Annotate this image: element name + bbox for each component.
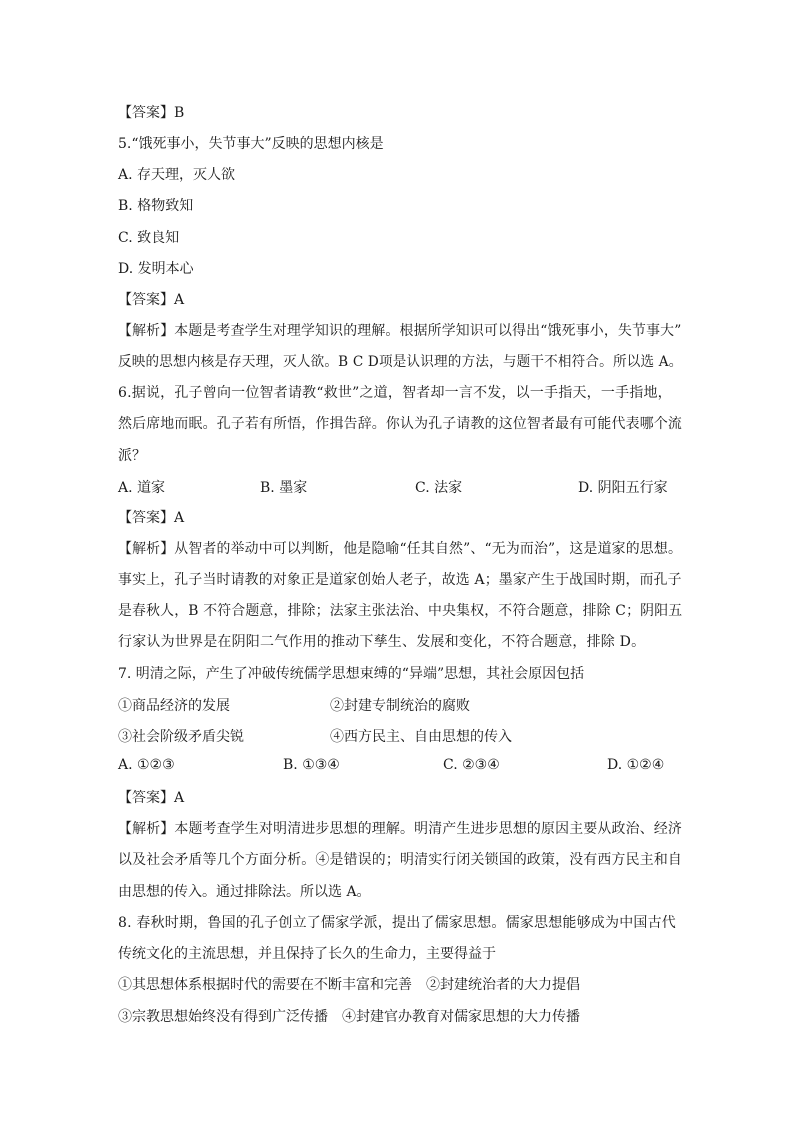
explanation-q7-line3: 由思想的传入。通过排除法。所以选 A。 [118,884,371,900]
q7-item-1: ①商品经济的发展 [118,698,230,714]
question-6-line1: 6.据说，孔子曾向一位智者请教“救世”之道，智者却一言不发，以一手指天，一手指地， [118,385,672,401]
answer-q6: 【答案】A [118,510,185,526]
q7-option-a: A. ①②③ [118,757,175,773]
q6-option-d: D. 阴阳五行家 [578,480,668,496]
question-8-line2: 传统文化的主流思想，并且保持了长久的生命力，主要得益于 [118,946,496,962]
answer-q7: 【答案】A [118,790,185,806]
explanation-q5-line1: 【解析】本题是考查学生对理学知识的理解。根据所学知识可以得出“饿死事小，失节事大” [118,323,682,339]
question-6-line3: 派？ [118,448,146,464]
question-8-items-3-4: ③宗教思想始终没有得到广泛传播 ④封建官办教育对儒家思想的大力传播 [118,1009,580,1025]
q7-option-b: B. ①③④ [283,757,340,773]
explanation-q7-line1: 【解析】本题考查学生对明清进步思想的理解。明清产生进步思想的原因主要从政治、经济 [118,821,683,837]
q6-option-a: A. 道家 [118,480,166,496]
q6-option-b: B. 墨家 [260,480,308,496]
q7-item-2: ②封建专制统治的腐败 [330,698,470,714]
explanation-q6-line4: 行家认为世界是在阴阳二气作用的推动下孳生、发展和变化，不符合题意，排除 D。 [118,634,646,650]
explanation-q5-line2: 反映的思想内核是存天理，灭人欲。B C D项是认识理的方法，与题干不相符合。所以选 A。 [118,354,683,370]
q5-option-b: B. 格物致知 [118,198,194,214]
explanation-q6-line3: 是春秋人，B 不符合题意，排除；法家主张法治、中央集权，不符合题意，排除 C；阴阳五 [118,603,683,619]
question-8-items-1-2: ①其思想体系根据时代的需要在不断丰富和完善 ②封建统治者的大力提倡 [118,977,580,993]
explanation-q7-line2: 以及社会矛盾等几个方面分析。④是错误的；明清实行闭关锁国的政策，没有西方民主和自 [118,852,683,868]
question-6-line2: 然后席地而眠。孔子若有所悟，作揖告辞。你认为孔子请教的这位智者最有可能代表哪个流 [118,416,683,432]
q6-option-c: C. 法家 [415,480,463,496]
explanation-q6-line2: 事实上，孔子当时请教的对象正是道家创始人老子，故选 A；墨家产生于战国时期，而孔子 [118,572,682,588]
question-7: 7. 明清之际，产生了冲破传统儒学思想束缚的“异端”思想，其社会原因包括 [118,666,585,682]
answer-q5: 【答案】A [118,292,185,308]
question-8-line1: 8. 春秋时期，鲁国的孔子创立了儒家学派，提出了儒家思想。儒家思想能够成为中国古代 [118,915,677,931]
q7-option-d: D. ①②④ [607,757,665,773]
explanation-q6-line1: 【解析】从智者的举动中可以判断，他是隐喻“任其自然”、“无为而治”，这是道家的思想。 [118,541,683,557]
q7-item-4: ④西方民主、自由思想的传入 [330,729,512,745]
q5-option-c: C. 致良知 [118,230,180,246]
question-5: 5.“饿死事小，失节事大”反映的思想内核是 [118,136,384,152]
answer-q4: 【答案】B [118,105,185,121]
q7-item-3: ③社会阶级矛盾尖锐 [118,729,244,745]
q5-option-d: D. 发明本心 [118,261,194,277]
q7-option-c: C. ②③④ [443,757,500,773]
q5-option-a: A. 存天理，灭人欲 [118,167,236,183]
